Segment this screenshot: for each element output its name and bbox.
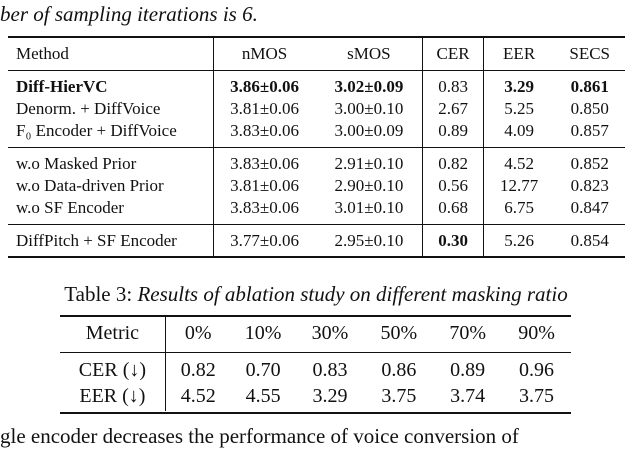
table-caption [0,282,632,307]
header-ratio: 70% [449,322,486,345]
method-cell: w.o Masked Prior [8,147,213,174]
metric-cell: CER (↓) [60,352,165,382]
value-cell: 3.29 [312,384,348,407]
eer-cell: 4.52 [483,147,554,174]
table-header-row [8,37,625,70]
header-ratio: 50% [380,322,418,345]
value-cell: 0.96 [502,352,571,382]
value-cell: 4.55 [245,384,281,407]
header-ratio: 0% [165,316,230,352]
cer-cell: 0.83 [423,70,483,97]
secs-cell: 0.850 [570,98,609,118]
nmos-cell: 3.81±0.06 [213,174,315,198]
header-metric: Metric [85,322,140,345]
table2-bottom-rule [60,412,571,414]
method-cell: w.o Data-driven Prior [16,175,164,195]
nmos-cell: 3.83±0.06 [213,121,315,148]
value-cell: 0.89 [433,352,502,382]
value-cell: 0.70 [231,352,296,382]
table-row [8,147,625,174]
nmos-cell: 3.83±0.06 [213,198,315,225]
value-cell: 0.86 [364,352,433,382]
secs-cell: 0.823 [570,175,609,195]
cer-cell: 0.56 [423,174,483,198]
smos-cell: 2.91±0.10 [315,147,422,174]
header-ratio: 10% [244,322,282,345]
caption-title: Results of ablation study on different masking ratio [137,282,568,306]
smos-cell: 2.90±0.10 [334,175,404,195]
table-header-row [60,316,571,352]
method-cell: w.o SF Encoder [16,197,124,217]
header-ratio: 30% [311,322,349,345]
secs-cell: 0.854 [554,224,625,257]
header-smos: sMOS [347,44,391,64]
header-cer: CER [423,37,483,70]
eer-cell: 3.29 [483,70,554,97]
cer-cell: 0.68 [423,198,483,225]
results-table [8,37,625,257]
cer-cell: 2.67 [423,97,483,121]
caption-label: Table 3: [64,282,133,306]
secs-cell: 0.852 [554,147,625,174]
eer-cell: 4.09 [483,121,554,148]
header-eer: EER [483,37,554,70]
eer-cell: 5.26 [483,224,554,257]
method-cell: Diff-HierVC [8,70,213,97]
smos-cell: 3.00±0.10 [334,98,404,118]
eer-cell: 5.25 [483,97,554,121]
intro-text: ber of sampling iterations is 6. [0,2,258,26]
nmos-cell: 3.83±0.06 [213,147,315,174]
body-text: gle encoder decreases the performance of voice conversion of [0,424,519,448]
value-cell: 0.83 [296,352,365,382]
table-row [60,352,571,382]
eer-cell: 12.77 [483,174,554,198]
header-ratio: 90% [518,322,555,345]
secs-cell: 0.861 [554,70,625,97]
table-row [8,174,625,198]
nmos-cell: 3.81±0.06 [213,97,315,121]
table-row [8,121,625,148]
secs-cell: 0.847 [570,197,609,217]
secs-cell: 0.857 [570,120,609,140]
value-cell: 3.74 [450,384,486,407]
value-cell: 0.82 [165,352,230,382]
table-row [8,198,625,225]
smos-cell: 3.02±0.09 [315,70,422,97]
value-cell: 3.75 [519,384,555,407]
nmos-cell: 3.77±0.06 [213,224,315,257]
nmos-cell: 3.86±0.06 [213,70,315,97]
method-cell: F₀ Encoder + DiffVoice [16,120,177,140]
smos-cell: 3.00±0.09 [334,120,404,140]
cer-cell: 0.89 [423,121,483,148]
eer-cell: 6.75 [483,198,554,225]
masking-ratio-table [60,316,571,411]
table-row [8,70,625,97]
header-method: Method [16,44,69,64]
smos-cell: 2.95±0.10 [315,224,422,257]
method-cell: DiffPitch + SF Encoder [8,224,213,257]
cer-cell: 0.82 [423,147,483,174]
table-row [60,382,571,411]
table-row [8,97,625,121]
cer-cell: 0.30 [423,224,483,257]
value-cell: 3.75 [381,384,417,407]
header-secs: SECS [569,44,611,64]
method-cell: Denorm. + DiffVoice [16,98,161,118]
value-cell: 4.52 [165,382,230,411]
smos-cell: 3.01±0.10 [334,197,404,217]
metric-cell: EER (↓) [79,384,146,407]
table-row [8,224,625,257]
header-nmos: nMOS [213,37,315,70]
